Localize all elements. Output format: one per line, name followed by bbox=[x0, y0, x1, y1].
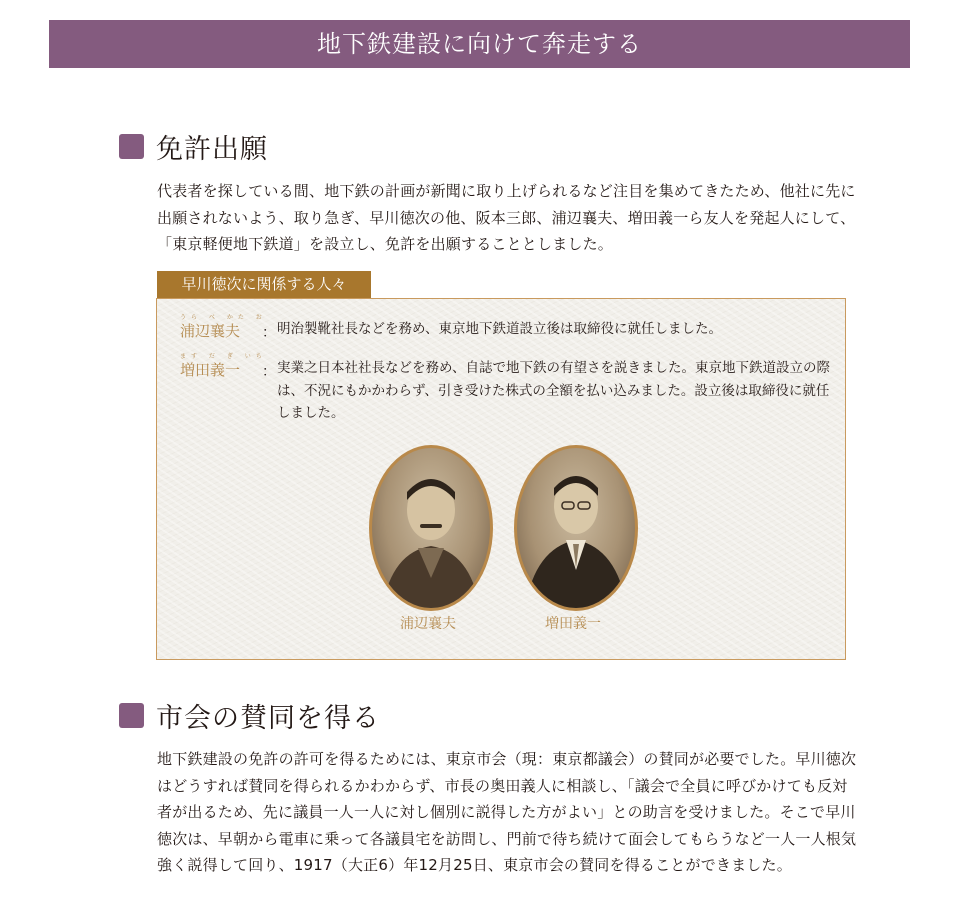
license-paragraph: 代表者を探している間、地下鉄の計画が新聞に取り上げられるなど注目を集めてきたため、他社に先に出願されないよう、取り急ぎ、早川徳次の他、阪本三郎、浦辺襄夫、増田義一ら友人を発起人にして、「東京軽便地下鉄道」を設立し、免許を出願することとしました。 bbox=[157, 182, 856, 253]
colon-separator: ： bbox=[262, 364, 276, 380]
council-paragraph: 地下鉄建設の免許の許可を得るためには、東京市会（現：東京都議会）の賛同が必要でした。早川徳次はどうすれば賛同を得られるかわからず、市長の奥田義人に相談し、「議会で全員に呼びかけても反対者が出るため、先に議員一人一人に対し個別に説得した方がよい」との助言を受けました。そこで早川徳次は、早朝から電車に乗って各議員宅を訪問し、門前で待ち続けて面会してもらうなど一人一人根気強く説得して回り、1917（大正6）年12月25日、東京市会の賛同を得ることができました。 bbox=[157, 750, 857, 874]
person-silhouette-icon bbox=[517, 448, 635, 608]
person-entry bbox=[180, 314, 830, 344]
person-description: 明治製靴社長などを務め、東京地下鉄道設立後は取締役に就任しました。 bbox=[277, 321, 722, 337]
bullet-square-icon bbox=[119, 703, 144, 728]
people-box bbox=[156, 298, 846, 660]
person-silhouette-icon bbox=[372, 448, 490, 608]
people-box-tab: 早川徳次に関係する人々 bbox=[157, 271, 371, 298]
colon-separator: ： bbox=[262, 325, 276, 341]
portrait-caption: 浦辺襄夫 bbox=[400, 616, 456, 632]
person-name-block bbox=[180, 314, 267, 340]
section-title: 市会の賛同を得る bbox=[156, 703, 380, 734]
person-name: 増田義一 bbox=[180, 361, 241, 379]
person-entry bbox=[180, 353, 830, 433]
person-ruby: ます だ ぎ いち bbox=[180, 353, 267, 360]
section-title: 免許出願 bbox=[156, 134, 268, 165]
page-title-banner: 地下鉄建設に向けて奔走する bbox=[49, 20, 910, 68]
person-ruby: うら べ かた お bbox=[180, 314, 267, 321]
bullet-square-icon bbox=[119, 134, 144, 159]
person-name: 浦辺襄夫 bbox=[180, 322, 241, 340]
section-heading-council bbox=[119, 696, 380, 735]
portrait-urabe bbox=[369, 445, 493, 611]
person-description: 実業之日本社社長などを務め、自誌で地下鉄の有望さを説きました。東京地下鉄道設立の際は、不況にもかかわらず、引き受けた株式の全額を払い込みました。設立後は取締役に就任しました。 bbox=[277, 360, 830, 421]
portrait-caption: 増田義一 bbox=[545, 616, 601, 632]
person-name-block bbox=[180, 353, 267, 379]
section-heading-license bbox=[119, 127, 268, 166]
portrait-masuda bbox=[514, 445, 638, 611]
